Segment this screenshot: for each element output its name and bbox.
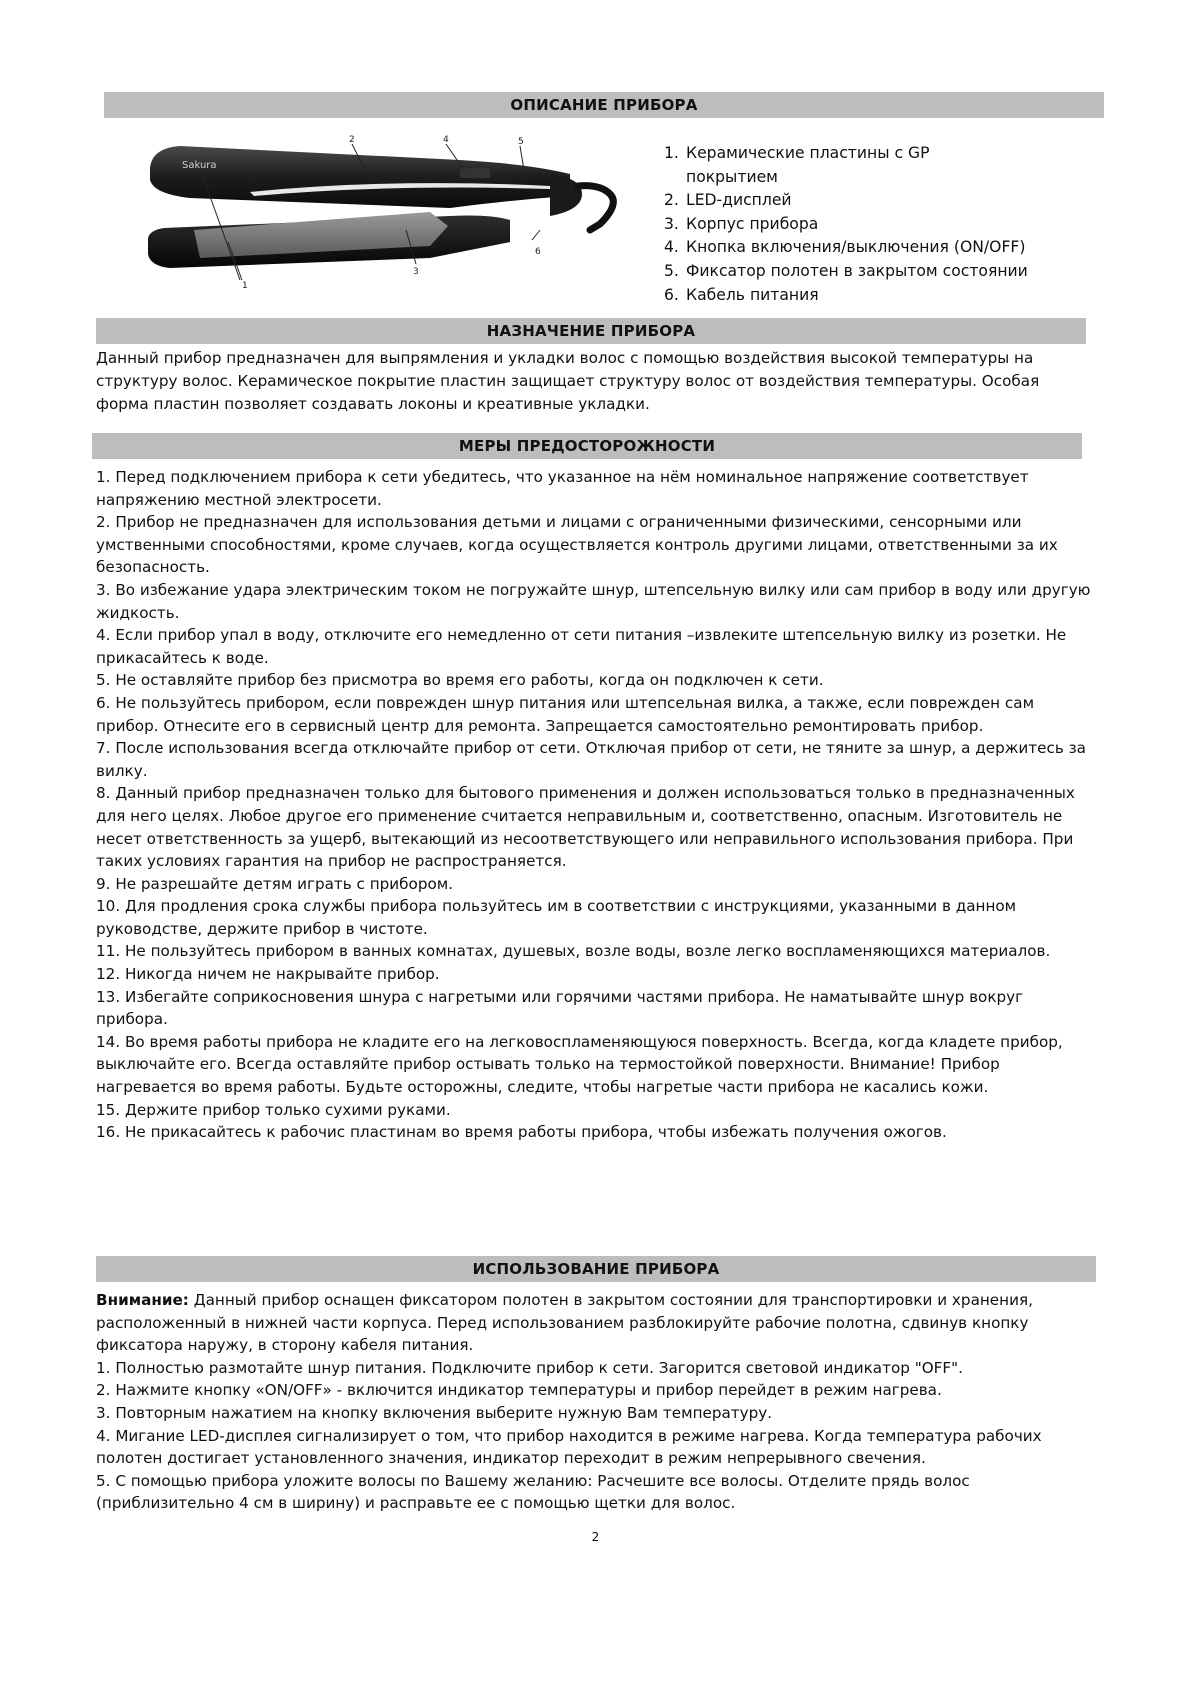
usage-step: 3. Повторным нажатием на кнопку включения выберите нужную Вам температуру. <box>96 1403 773 1422</box>
precaution-item: 4. Если прибор упал в воду, отключите его немедленно от сети питания –извлеките штепсельную вилку из розетки. Не прикасайтесь к воде. <box>96 626 1067 667</box>
precaution-item: 14. Во время работы прибора не кладите его на легковоспламеняющуюся поверхность. Всегда, когда кладете прибор, выключайте его. Всегда оставляйте прибор остывать только на термостойкой поверхности. Внимание! Прибор нагревается во время работы. Будьте осторожны, следите, чтобы нагретые части прибора не касались кожи. <box>96 1032 1063 1097</box>
parts-list-item: 3. Корпус прибора <box>664 214 819 233</box>
parts-list-item: 4. Кнопка включения/выключения (ON/OFF) <box>664 238 1026 257</box>
precaution-item: 15. Держите прибор только сухими руками. <box>96 1100 451 1119</box>
section-header-precautions: МЕРЫ ПРЕДОСТОРОЖНОСТИ <box>92 433 1082 459</box>
usage-step: 5. С помощью прибора уложите волосы по Вашему желанию: Расчешите все волосы. Отделите прядь волос (приблизительно 4 см в ширину) и расправьте ее с помощью щетки для волос. <box>96 1471 970 1513</box>
page-number: 2 <box>591 1530 600 1544</box>
callout-5: 5 <box>518 137 524 147</box>
usage-step: 4. Мигание LED-дисплея сигнализирует о том, что прибор находится в режиме нагрева. Когда температура рабочих полотен достигает установленного значения, индикатор переходит в режим непрерывного свечения. <box>96 1426 1042 1468</box>
usage-attention: Внимание: Данный прибор оснащен фиксатором полотен в закрытом состоянии для транспортировки и хранения, расположенный в нижней части корпуса. Перед использованием разблокируйте рабочие полотна, сдвинув кнопку фиксатора наружу, в сторону кабеля питания. <box>96 1291 1033 1355</box>
parts-list-item: 1. Керамические пластины с GP <box>664 144 930 162</box>
callout-1: 1 <box>242 281 248 291</box>
section-header-description: ОПИСАНИЕ ПРИБОРА <box>104 92 1104 118</box>
callout-2: 2 <box>349 135 355 145</box>
callout-3: 3 <box>413 267 419 277</box>
hair-straightener-illustration <box>130 134 650 314</box>
usage-step: 2. Нажмите кнопку «ON/OFF» - включится индикатор температуры и прибор перейдет в режим нагрева. <box>96 1381 942 1400</box>
precaution-item: 11. Не пользуйтесь прибором в ванных комнатах, душевых, возле воды, возле легко воспламеняющихся материалов. <box>96 942 1051 961</box>
precaution-item: 7. После использования всегда отключайте прибор от сети. Отключая прибор от сети, не тяните за шнур, а держитесь за вилку. <box>96 739 1086 780</box>
led-display <box>460 168 490 178</box>
parts-list-item: 5. Фиксатор полотен в закрытом состоянии <box>664 261 1028 280</box>
precautions-list <box>96 466 1096 1144</box>
precaution-item: 1. Перед подключением прибора к сети убедитесь, что указанное на нём номинальное напряжение соответствует напряжению местной электросети. <box>96 468 1029 509</box>
precaution-item: 8. Данный прибор предназначен только для бытового применения и должен использоваться только в предназначенных для него целях. Любое другое его применение считается неправильным и, соответственно, опасным. Изготовитель не несет ответственность за ущерб, вытекающий из несоответствующего или неправильного использования прибора. При таких условиях гарантия на прибор не распространяется. <box>96 784 1075 871</box>
callout-6: 6 <box>535 247 541 257</box>
precaution-item: 12. Никогда ничем не накрывайте прибор. <box>96 965 440 984</box>
precaution-item: 6. Не пользуйтесь прибором, если поврежден шнур питания или штепсельная вилка, а также, если поврежден сам прибор. Отнесите его в сервисный центр для ремонта. Запрещается самостоятельно ремонтировать прибор. <box>96 693 1035 735</box>
callout-4: 4 <box>443 135 449 145</box>
attention-label: Внимание: <box>96 1291 189 1309</box>
straightener-drawing <box>130 134 650 314</box>
parts-list-item: 2. LED-дисплей <box>664 191 792 210</box>
parts-list-item: 6. Кабель питания <box>664 285 819 304</box>
precaution-item: 13. Избегайте соприкосновения шнура с нагретыми или горячими частями прибора. Не наматывайте шнур вокруг прибора. <box>96 987 1024 1029</box>
hinge <box>550 174 582 216</box>
precaution-item: 5. Не оставляйте прибор без присмотра во время его работы, когда он подключен к сети. <box>96 671 824 690</box>
power-cable <box>578 186 613 230</box>
parts-list <box>664 142 1094 307</box>
precaution-item: 16. Не прикасайтесь к рабочис пластинам во время работы прибора, чтобы избежать получения ожогов. <box>96 1123 947 1142</box>
usage-step: 1. Полностью размотайте шнур питания. Подключите прибор к сети. Загорится световой индикатор "OFF". <box>96 1358 963 1377</box>
section-header-usage: ИСПОЛЬЗОВАНИЕ ПРИБОРА <box>96 1256 1096 1282</box>
section-header-purpose: НАЗНАЧЕНИЕ ПРИБОРА <box>96 318 1086 344</box>
precaution-item: 10. Для продления срока службы прибора пользуйтесь им в соответствии с инструкциями, указанными в данном руководстве, держите прибор в чистоте. <box>96 897 1017 938</box>
usage-section <box>96 1289 1096 1515</box>
brand-logo: Sakura <box>182 160 217 171</box>
upper-arm <box>150 146 570 208</box>
precaution-item: 3. Во избежание удара электрическим током не погружайте шнур, штепсельную вилку или сам прибор в воду или другую жидкость. <box>96 580 1091 622</box>
purpose-paragraph: Данный прибор предназначен для выпрямления и укладки волос с помощью воздействия высокой температуры на структуру волос. Керамическое покрытие пластин защищает структуру волос от воздействия температуры. Особая форма пластин позволяет создавать локоны и креативные укладки. <box>96 349 1040 413</box>
precaution-item: 9. Не разрешайте детям играть с прибором. <box>96 874 454 893</box>
parts-list-item-continuation: покрытием <box>686 167 778 186</box>
precaution-item: 2. Прибор не предназначен для использования детьми и лицами с ограниченными физическими, сенсорными или умственными способностями, кроме случаев, когда осуществляется контроль другими лицами, ответственными за их безопасность. <box>96 513 1058 577</box>
